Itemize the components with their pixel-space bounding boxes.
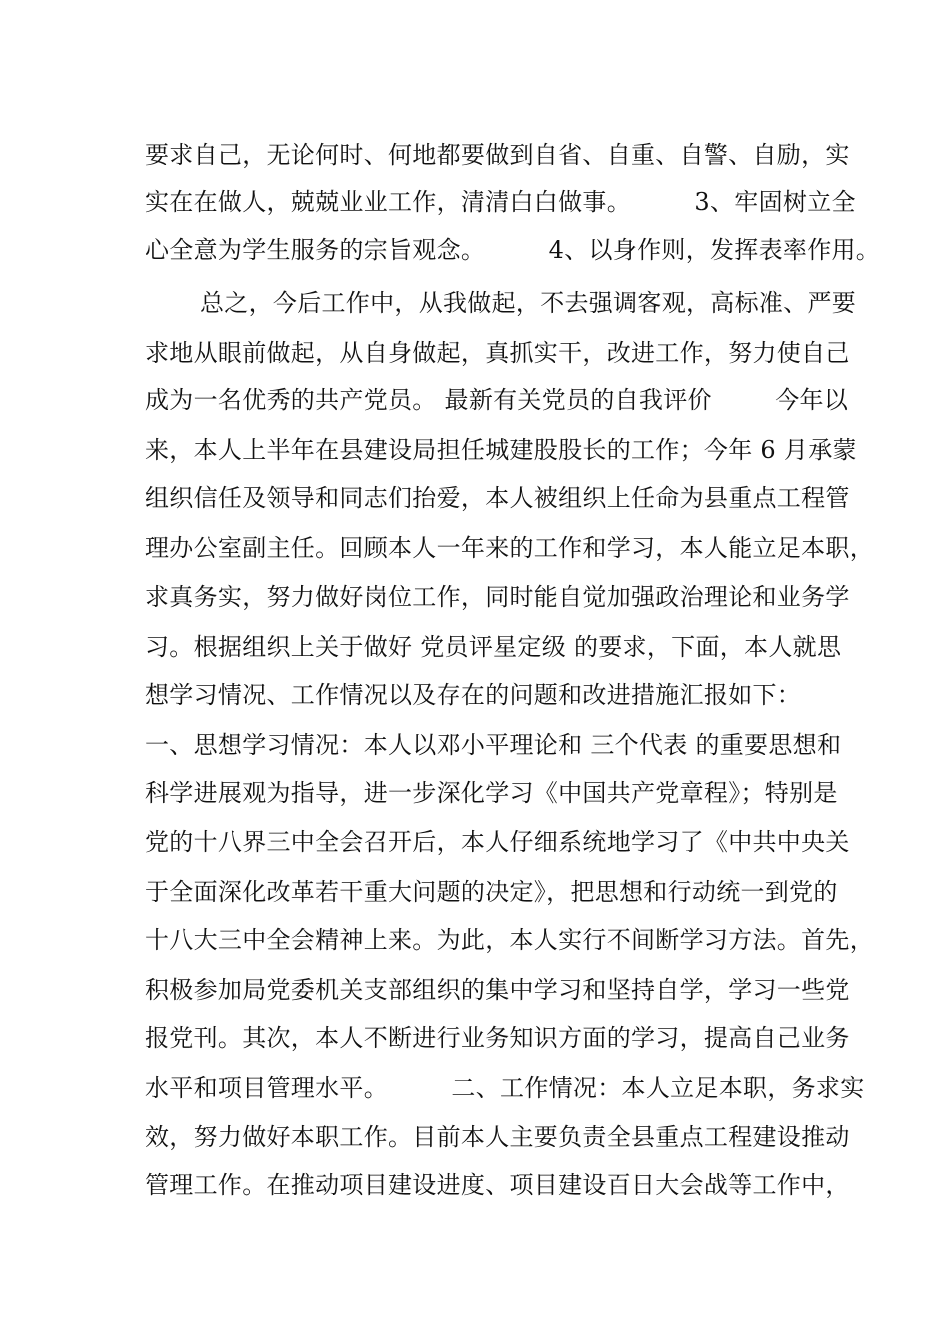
- text-line-10: 求真务实，努力做好岗位工作，同时能自觉加强政治理论和业务学: [145, 583, 850, 611]
- text-line-6: 成为一名优秀的共产党员。 最新有关党员的自我评价 今年以: [145, 386, 849, 414]
- text-line-11: 习。根据组织上关于做好 党员评星定级 的要求，下面，本人就思: [145, 633, 842, 661]
- text-line-2: 实在在做人，兢兢业业工作，清清白白做事。 3、牢固树立全: [145, 188, 856, 216]
- text-line-9: 理办公室副主任。回顾本人一年来的工作和学习，本人能立足本职，: [145, 534, 874, 562]
- text-line-12: 想学习情况、工作情况以及存在的问题和改进措施汇报如下：: [145, 681, 802, 709]
- text-line-20: 水平和项目管理水平。 二、工作情况：本人立足本职，务求实: [145, 1074, 865, 1102]
- text-line-15: 党的十八界三中全会召开后，本人仔细系统地学习了《中共中央关: [145, 828, 850, 856]
- text-line-13: 一、思想学习情况：本人以邓小平理论和 三个代表 的重要思想和: [145, 731, 842, 759]
- text-line-16: 于全面深化改革若干重大问题的决定》，把思想和行动统一到党的: [145, 878, 838, 906]
- text-line-7: 来，本人上半年在县建设局担任城建股股长的工作；今年 6 月承蒙: [145, 436, 857, 464]
- text-line-8: 组织信任及领导和同志们抬爱，本人被组织上任命为县重点工程管: [145, 484, 850, 512]
- text-line-21: 效，努力做好本职工作。目前本人主要负责全县重点工程建设推动: [145, 1123, 850, 1151]
- text-line-18: 积极参加局党委机关支部组织的集中学习和坚持自学，学习一些党: [145, 976, 850, 1004]
- text-line-3: 心全意为学生服务的宗旨观念。 4、以身作则，发挥表率作用。: [145, 236, 881, 264]
- text-line-17: 十八大三中全会精神上来。为此，本人实行不间断学习方法。首先，: [145, 926, 874, 954]
- text-line-1: 要求自己，无论何时、何地都要做到自省、自重、自警、自励，实: [145, 141, 850, 169]
- text-line-5: 求地从眼前做起，从自身做起，真抓实干，改进工作，努力使自己: [145, 339, 850, 367]
- text-line-19: 报党刊。其次，本人不断进行业务知识方面的学习，提高自己业务: [145, 1024, 850, 1052]
- text-line-22: 管理工作。在推动项目建设进度、项目建设百日大会战等工作中，: [145, 1171, 850, 1199]
- text-line-14: 科学进展观为指导，进一步深化学习《中国共产党章程》；特别是: [145, 779, 838, 807]
- text-line-4: 总之，今后工作中，从我做起，不去强调客观，高标准、严要: [200, 289, 857, 317]
